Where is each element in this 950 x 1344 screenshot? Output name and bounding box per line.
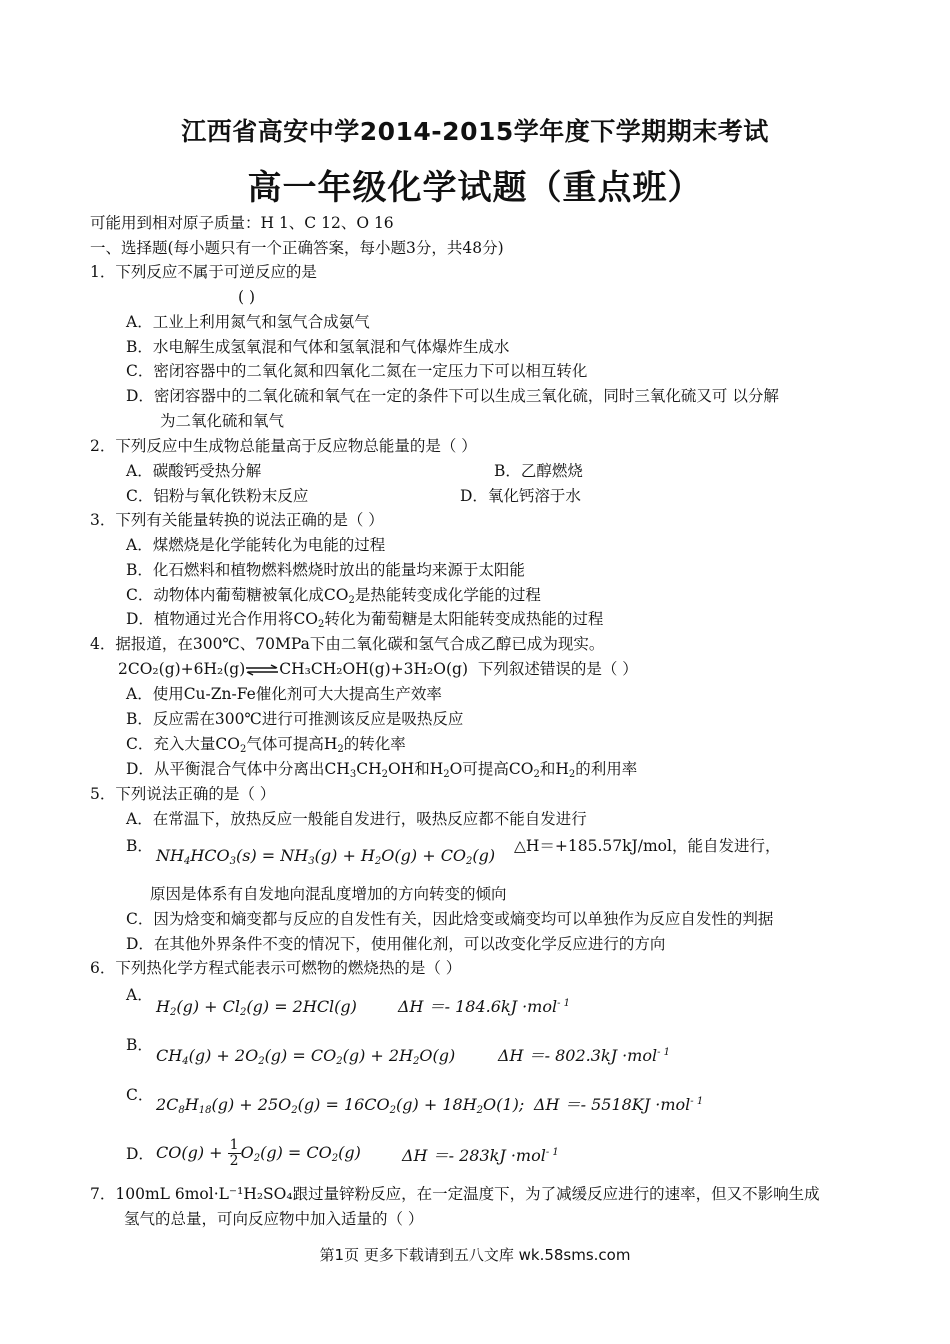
- q5-option-b-equation: $NH_4HCO_3(s) = NH_3(g) + H_2O(g) + CO_2(g)$: [156, 846, 496, 867]
- q4-stem: 4．据报道，在300℃、70MPa下由二氧化碳和氢气合成乙醇已成为现实。: [90, 635, 605, 653]
- q4-equation-left: 2CO₂(g)+6H₂(g): [118, 660, 246, 678]
- q7-stem-cont: 氢气的总量，可向反应物中加入适量的（ ）: [124, 1210, 424, 1228]
- q4-option-b: B．反应需在300℃进行可推测该反应是吸热反应: [126, 710, 464, 728]
- q2-option-c: C．铝粉与氧化铁粉末反应: [126, 487, 309, 505]
- q6-option-c-equation: $2C_8H_{18}(g) + 25O_2(g) = 16CO_2(g) + 18H_2O(1)$;: [156, 1095, 525, 1116]
- q6-option-c-label: C．: [126, 1086, 154, 1104]
- q6-option-d-enthalpy: ΔH ＝- 283kJ ·mol$^{- 1}$: [402, 1146, 559, 1165]
- q5-option-d: D．在其他外界条件不变的情况下，使用催化剂，可以改变化学反应进行的方向: [126, 935, 666, 953]
- q1-option-c: C．密闭容器中的二氧化氮和四氧化二氮在一定压力下可以相互转化: [126, 362, 588, 380]
- q1-option-b: B．水电解生成氢氧混和气体和氢氧混和气体爆炸生成水: [126, 338, 510, 356]
- q6-option-a-label: A．: [126, 986, 153, 1004]
- q6-option-c-enthalpy: ΔH ＝- 5518KJ ·mol$^{- 1}$: [534, 1095, 704, 1114]
- school-title: 江西省高安中学2014-2015学年度下学期期末考试: [181, 117, 769, 146]
- q3-option-a: A．煤燃烧是化学能转化为电能的过程: [126, 536, 386, 554]
- q6-option-b-label: B．: [126, 1036, 153, 1054]
- q1-answer-blank: ( ): [238, 288, 256, 306]
- q4-equation-right: CH₃CH₂OH(g)+3H₂O(g): [279, 660, 468, 678]
- q2-option-b: B．乙醇燃烧: [494, 462, 583, 480]
- q4-option-c: C．充入大量$CO_2$气体可提高$H_2$的转化率: [126, 735, 406, 755]
- atomic-masses: 可能用到相对原子质量：H 1、C 12、O 16: [90, 214, 394, 232]
- q4-option-a: A．使用Cu-Zn-Fe催化剂可大大提高生产效率: [126, 685, 442, 703]
- q6-option-d-equation: CO(g) + $\frac{1}{2}$ $O_2(g) = CO_2(g)$: [156, 1137, 361, 1169]
- q5-option-a: A．在常温下，放热反应一般能自发进行，吸热反应都不能自发进行: [126, 810, 587, 828]
- q6-stem: 6．下列热化学方程式能表示可燃物的燃烧热的是（ ）: [90, 959, 462, 977]
- q3-option-b: B．化石燃料和植物燃料燃烧时放出的能量均来源于太阳能: [126, 561, 525, 579]
- q6-option-a-equation: $H_2(g) + Cl_2(g) = 2HCl(g)$: [156, 997, 357, 1018]
- q2-option-a: A．碳酸钙受热分解: [126, 462, 262, 480]
- q2-stem: 2．下列反应中生成物总能量高于反应物总能量的是（ ）: [90, 437, 477, 455]
- q5-option-c: C．因为焓变和熵变都与反应的自发性有关，因此焓变或熵变均可以单独作为反应自发性的判据: [126, 910, 774, 928]
- q1-option-d-cont: 为二氧化硫和氧气: [160, 412, 285, 430]
- q3-option-c: C．动物体内葡萄糖被氧化成$CO_2$是热能转变成化学能的过程: [126, 586, 541, 606]
- q6-option-d-label: D．: [126, 1145, 154, 1163]
- half-fraction: $\frac{1}{2}$: [229, 1137, 239, 1169]
- q4-equation: [118, 659, 638, 679]
- page-footer: 第1页 更多下载请到五八文库 wk.58sms.com: [319, 1246, 631, 1264]
- q4-option-d: D．从平衡混合气体中分离出$CH_3CH_2OH$和$H_2O$可提高$CO_2$和$H_2$的利用率: [126, 760, 638, 780]
- equilibrium-arrow-icon: [245, 664, 279, 676]
- q6-option-b-enthalpy: ΔH ＝- 802.3kJ ·mol$^{- 1}$: [498, 1046, 671, 1065]
- q5-option-b-reason: 原因是体系有自发地向混乱度增加的方向转变的倾向: [150, 885, 507, 903]
- q1-option-a: A．工业上利用氮气和氢气合成氨气: [126, 313, 370, 331]
- q5-stem: 5．下列说法正确的是（ ）: [90, 785, 276, 803]
- q1-stem: 1．下列反应不属于可逆反应的是: [90, 263, 317, 281]
- section-heading: 一、选择题(每小题只有一个正确答案，每小题3分，共48分): [90, 239, 504, 257]
- exam-title: 高一年级化学试题（重点班）: [247, 168, 703, 208]
- q7-stem: 7．100mL 6mol·L⁻¹H₂SO₄跟过量锌粉反应，在一定温度下，为了减缓反应进行的速率，但又不影响生成: [90, 1185, 820, 1203]
- q6-option-b-equation: $CH_4(g) + 2O_2(g) = CO_2(g) + 2H_2O(g)$: [156, 1046, 456, 1067]
- q3-stem: 3．下列有关能量转换的说法正确的是（ ）: [90, 511, 384, 529]
- q5-option-b-enthalpy: △H＝+185.57kJ/mol，能自发进行，: [514, 837, 781, 855]
- q3-option-d: D．植物通过光合作用将$CO_2$转化为葡萄糖是太阳能转变成热能的过程: [126, 610, 604, 630]
- q5-option-b-label: B．: [126, 837, 153, 855]
- q1-option-d: D．密闭容器中的二氧化硫和氧气在一定的条件下可以生成三氧化硫，同时三氧化硫又可 以分解: [126, 387, 779, 405]
- q6-option-a-enthalpy: ΔH ＝- 184.6kJ ·mol$^{- 1}$: [398, 997, 571, 1016]
- q4-question: 下列叙述错误的是（ ）: [477, 660, 638, 678]
- q2-option-d: D．氧化钙溶于水: [460, 487, 581, 505]
